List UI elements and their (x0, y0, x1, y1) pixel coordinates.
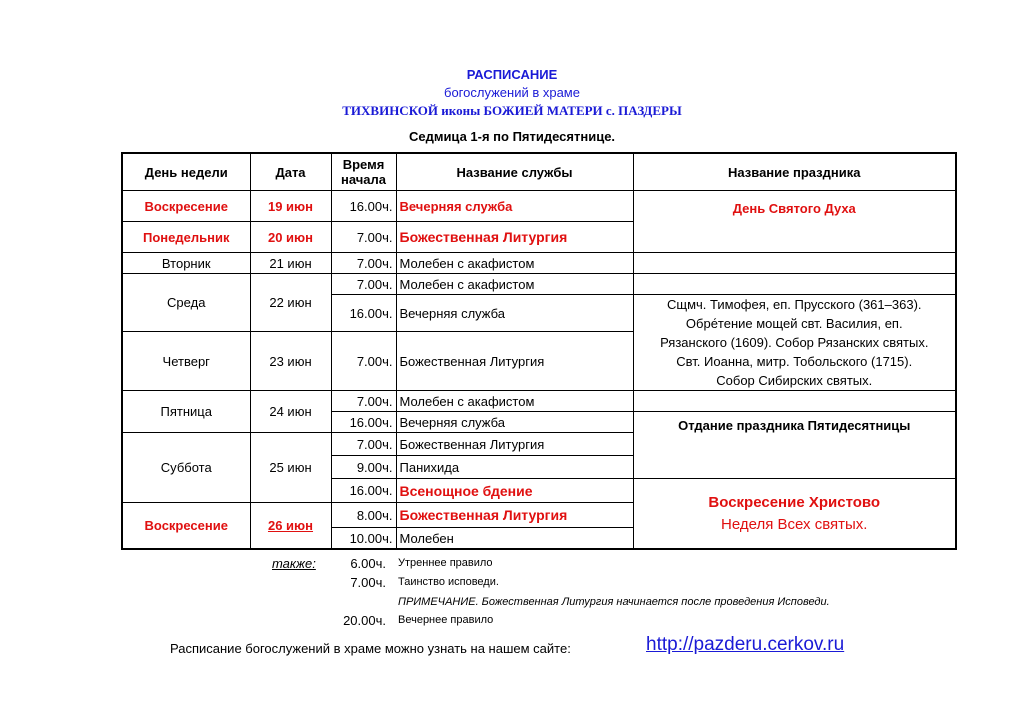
table-row (122, 274, 956, 295)
note: ПРИМЕЧАНИЕ. Божественная Литургия начинается после проведения Исповеди. (398, 596, 830, 608)
feast-line: Сщмч. Тимофея, еп. Прусского (361–363). (666, 297, 922, 312)
date-cell: 24 июн (250, 391, 331, 433)
site-link[interactable]: http://pazderu.cerkov.ru (646, 634, 845, 655)
schedule-table (121, 152, 957, 550)
day-cell: Воскресение (122, 503, 250, 550)
day-cell: Среда (122, 274, 250, 332)
church-name: ТИХВИНСКОЙ иконы БОЖИЕЙ МАТЕРИ с. ПАЗДЕРЫ (342, 103, 682, 118)
time-cell: 16.00ч. (331, 479, 396, 503)
time-cell: 16.00ч. (331, 295, 396, 332)
service-cell: Молебен с акафистом (396, 391, 633, 412)
day-cell: Четверг (122, 332, 250, 391)
day-cell: Суббота (122, 433, 250, 503)
col-header-date: Дата (250, 153, 331, 191)
feast-cell (633, 274, 956, 295)
table-row (122, 191, 956, 222)
time-cell: 9.00ч. (331, 456, 396, 479)
feast-line: Неделя Всех святых. (721, 515, 868, 533)
day-cell: Понедельник (122, 222, 250, 253)
day-cell: Вторник (122, 253, 250, 274)
col-header-time: Время начала (331, 153, 396, 191)
table-row (122, 391, 956, 412)
time-cell: 7.00ч. (331, 274, 396, 295)
feast-line: Обре́тение мощей свт. Василия, еп. (685, 316, 903, 331)
service-cell: Панихида (396, 456, 633, 479)
feast-line: Рязанского (1609). Собор Рязанских святых. (660, 335, 929, 350)
time-cell: 7.00ч. (331, 391, 396, 412)
title: РАСПИСАНИЕ (466, 67, 558, 82)
subtitle: богослужений в храме (444, 85, 580, 100)
table-header-row (122, 153, 956, 191)
extra-time: 7.00ч. (350, 575, 386, 590)
time-cell: 16.00ч. (331, 191, 396, 222)
feast-line: Собор Сибирских святых. (716, 373, 873, 388)
table-row (122, 253, 956, 274)
time-cell: 7.00ч. (331, 253, 396, 274)
col-header-feast: Название праздника (633, 153, 956, 191)
service-cell: Вечерняя служба (396, 412, 633, 433)
service-cell: Молебен с акафистом (396, 274, 633, 295)
service-cell: Божественная Литургия (396, 222, 633, 253)
col-header-day: День недели (122, 153, 250, 191)
time-cell: 10.00ч. (331, 528, 396, 550)
also-label: также: (272, 556, 316, 571)
time-cell: 16.00ч. (331, 412, 396, 433)
feast-cell-pentecost: Отдание праздника Пятидесятницы (633, 412, 956, 479)
extra-time: 20.00ч. (343, 613, 386, 628)
date-cell: 20 июн (250, 222, 331, 253)
time-cell: 7.00ч. (331, 332, 396, 391)
time-cell: 7.00ч. (331, 433, 396, 456)
feast-line: Воскресение Христово (708, 493, 881, 511)
feast-cell (633, 391, 956, 412)
date-cell: 21 июн (250, 253, 331, 274)
service-cell: Молебен (396, 528, 633, 550)
service-cell: Вечерняя служба (396, 295, 633, 332)
col-header-service: Название службы (396, 153, 633, 191)
extra-time: 6.00ч. (350, 556, 386, 571)
service-cell: Молебен с акафистом (396, 253, 633, 274)
feast-cell-resurrection (633, 479, 956, 550)
service-cell: Божественная Литургия (396, 433, 633, 456)
feast-line: Свт. Иоанна, митр. Тобольского (1715). (676, 354, 913, 369)
service-cell: Божественная Литургия (396, 332, 633, 391)
extra-text: Таинство исповеди. (398, 576, 499, 588)
date-cell: 22 июн (250, 274, 331, 332)
date-cell: 23 июн (250, 332, 331, 391)
extra-text: Утреннее правило (398, 557, 493, 569)
date-cell: 19 июн (250, 191, 331, 222)
date-cell: 25 июн (250, 433, 331, 503)
extra-text: Вечернее правило (398, 614, 494, 626)
service-cell: Божественная Литургия (396, 503, 633, 528)
feast-cell-saints (633, 295, 956, 391)
service-cell: Всенощное бдение (396, 479, 633, 503)
day-cell: Пятница (122, 391, 250, 433)
time-cell: 7.00ч. (331, 222, 396, 253)
week-title: Седмица 1-я по Пятидесятнице. (408, 129, 616, 144)
service-cell: Вечерняя служба (396, 191, 633, 222)
day-cell: Воскресение (122, 191, 250, 222)
footer-text: Расписание богослужений в храме можно узнать на нашем сайте: (170, 641, 571, 656)
feast-cell: День Святого Духа (633, 191, 956, 253)
feast-cell (633, 253, 956, 274)
date-cell: 26 июн (250, 503, 331, 550)
time-cell: 8.00ч. (331, 503, 396, 528)
